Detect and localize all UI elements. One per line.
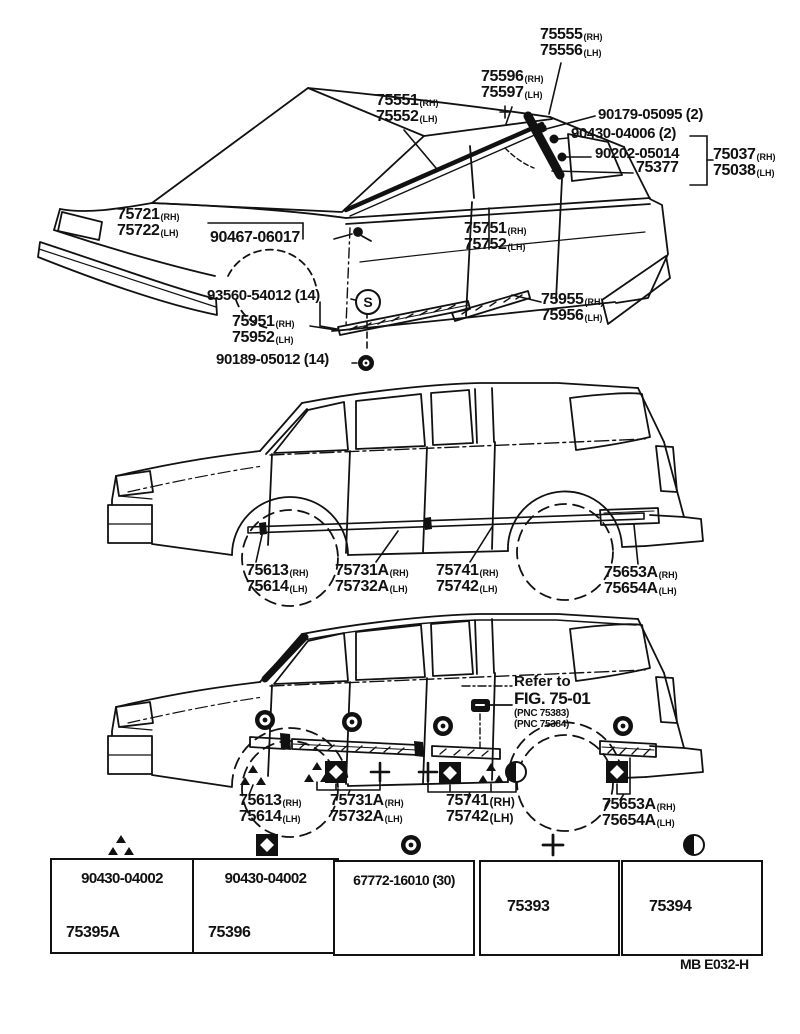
side-suffix: (LH) (658, 586, 677, 596)
part-number: 75721 (117, 206, 160, 223)
side-suffix: (LH) (160, 228, 179, 238)
part-label-75653A-75654A (604, 565, 678, 597)
side-suffix: (RH) (524, 74, 544, 84)
side-suffix: (LH) (656, 818, 675, 828)
marker-letter: S (363, 294, 373, 310)
part-number: 75396 (208, 924, 251, 941)
part-number: 67772-16010 (30) (353, 872, 455, 888)
part-label-90430-04006: 90430-04006 (2) (571, 125, 676, 142)
table-cell-75393 (479, 860, 620, 956)
fastener-legend-symbols (108, 834, 704, 856)
side-suffix: (LH) (384, 814, 403, 824)
refer-to-note (514, 674, 590, 730)
part-number: 75741 (446, 792, 489, 809)
side-suffix: (RH) (656, 802, 676, 812)
part-number: 75654A (604, 580, 658, 597)
part-label-90202-05014: 90202-05014 (595, 145, 680, 162)
screw-symbol-marker (355, 289, 381, 315)
part-number: 75393 (507, 898, 550, 915)
side-suffix: (RH) (289, 568, 309, 578)
part-number: 75653A (602, 796, 656, 813)
part-number: 75556 (540, 42, 583, 59)
table-cell-75396 (192, 858, 339, 954)
part-label-90179-05095: 90179-05095 (2) (598, 106, 703, 123)
part-number: 75551 (376, 92, 419, 109)
part-number: 75654A (602, 812, 656, 829)
table-cell-75395A (50, 858, 194, 954)
part-number: 75596 (481, 68, 524, 85)
cross-markers (371, 763, 437, 781)
part-label-75596-75597 (481, 69, 544, 101)
refer-text: Refer to (514, 673, 571, 690)
part-number: 75952 (232, 329, 275, 346)
part-number: 75395A (66, 924, 120, 941)
part-number: 75955 (541, 291, 584, 308)
part-number: 75038 (713, 162, 756, 179)
side-suffix: (RH) (584, 297, 604, 307)
part-number: 75377 (636, 159, 679, 176)
side-suffix: (LH) (583, 48, 602, 58)
part-label-75741-75742 (436, 563, 499, 595)
part-number: 75552 (376, 108, 419, 125)
part-label-75721-75722 (117, 207, 180, 239)
table-cell-75394 (621, 860, 763, 956)
side-suffix: (RH) (507, 226, 527, 236)
side-suffix: (LH) (479, 584, 498, 594)
side-suffix: (RH) (489, 795, 515, 809)
side-suffix: (RH) (658, 570, 678, 580)
part-number: 75614 (246, 578, 289, 595)
part-label-93560-54012: 93560-54012 (14) (207, 287, 320, 304)
side-suffix: (RH) (583, 32, 603, 42)
part-number: 75613 (246, 562, 289, 579)
part-label-75731A-75732A (335, 563, 409, 595)
pnc-reference: (PNC 75383) (514, 708, 570, 719)
pnc-reference: (PNC 75384) (514, 719, 570, 730)
part-number: 75653A (604, 564, 658, 581)
side-suffix: (RH) (419, 98, 439, 108)
part-number: 75732A (335, 578, 389, 595)
part-label-75555-75556 (540, 27, 603, 59)
part-number: 75951 (232, 313, 275, 330)
part-number: 75751 (464, 220, 507, 237)
part-number: 75037 (713, 146, 756, 163)
part-number: 75741 (436, 562, 479, 579)
part-label-90467-06017: 90467-06017 (210, 229, 300, 246)
table-cell-67772 (333, 860, 475, 956)
part-number: 90430-04002 (81, 870, 163, 887)
side-suffix: (LH) (489, 811, 514, 825)
part-number: 75956 (541, 307, 584, 324)
side-suffix: (RH) (384, 798, 404, 808)
part-label-75037-75038 (713, 147, 776, 179)
part-number: 75555 (540, 26, 583, 43)
part-number: 75742 (436, 578, 479, 595)
side-suffix: (LH) (275, 335, 294, 345)
side-suffix: (RH) (756, 152, 776, 162)
part-label-75955-75956 (541, 292, 604, 324)
side-suffix: (LH) (282, 814, 301, 824)
side-suffix: (RH) (275, 319, 295, 329)
side-suffix: (LH) (524, 90, 543, 100)
half-circle-marker (506, 762, 526, 782)
triangle-cluster-markers (240, 762, 504, 785)
part-number: 90430-04002 (224, 870, 307, 887)
car3-leader-lines (249, 758, 630, 800)
car2-leader-lines (256, 525, 638, 564)
part-label-75731A-75732A (330, 793, 404, 825)
side-suffix: (LH) (507, 242, 526, 252)
part-label-75951-75952 (232, 314, 295, 346)
side-suffix: (RH) (389, 568, 409, 578)
side-suffix: (LH) (419, 114, 438, 124)
part-label-75377 (636, 160, 679, 176)
part-label-90189-05012: 90189-05012 (14) (216, 351, 329, 368)
figure-reference: FIG. 75-01 (514, 689, 591, 708)
part-number: 75731A (335, 562, 389, 579)
diamond-box-markers (325, 761, 628, 784)
part-label-75653A-75654A (602, 797, 676, 829)
part-label-75751-75752 (464, 221, 527, 253)
part-number: 75597 (481, 84, 524, 101)
part-label-75613-75614 (246, 563, 309, 595)
part-label-75613-75614 (239, 793, 302, 825)
side-suffix: (LH) (389, 584, 408, 594)
side-suffix: (LH) (756, 168, 775, 178)
side-suffix: (RH) (282, 798, 302, 808)
side-suffix: (LH) (289, 584, 308, 594)
part-number: 75394 (649, 898, 692, 915)
side-suffix: (LH) (584, 313, 603, 323)
part-number: 75614 (239, 808, 282, 825)
part-label-75741-75742 (446, 793, 515, 825)
part-number: 75722 (117, 222, 160, 239)
part-label-75551-75552 (376, 93, 439, 125)
side-suffix: (RH) (160, 212, 180, 222)
figure-code: MB E032-H (680, 956, 749, 972)
part-number: 75732A (330, 808, 384, 825)
part-number: 75731A (330, 792, 384, 809)
part-number: 75742 (446, 808, 489, 825)
part-number: 75752 (464, 236, 507, 253)
side-suffix: (RH) (479, 568, 499, 578)
part-number: 75613 (239, 792, 282, 809)
